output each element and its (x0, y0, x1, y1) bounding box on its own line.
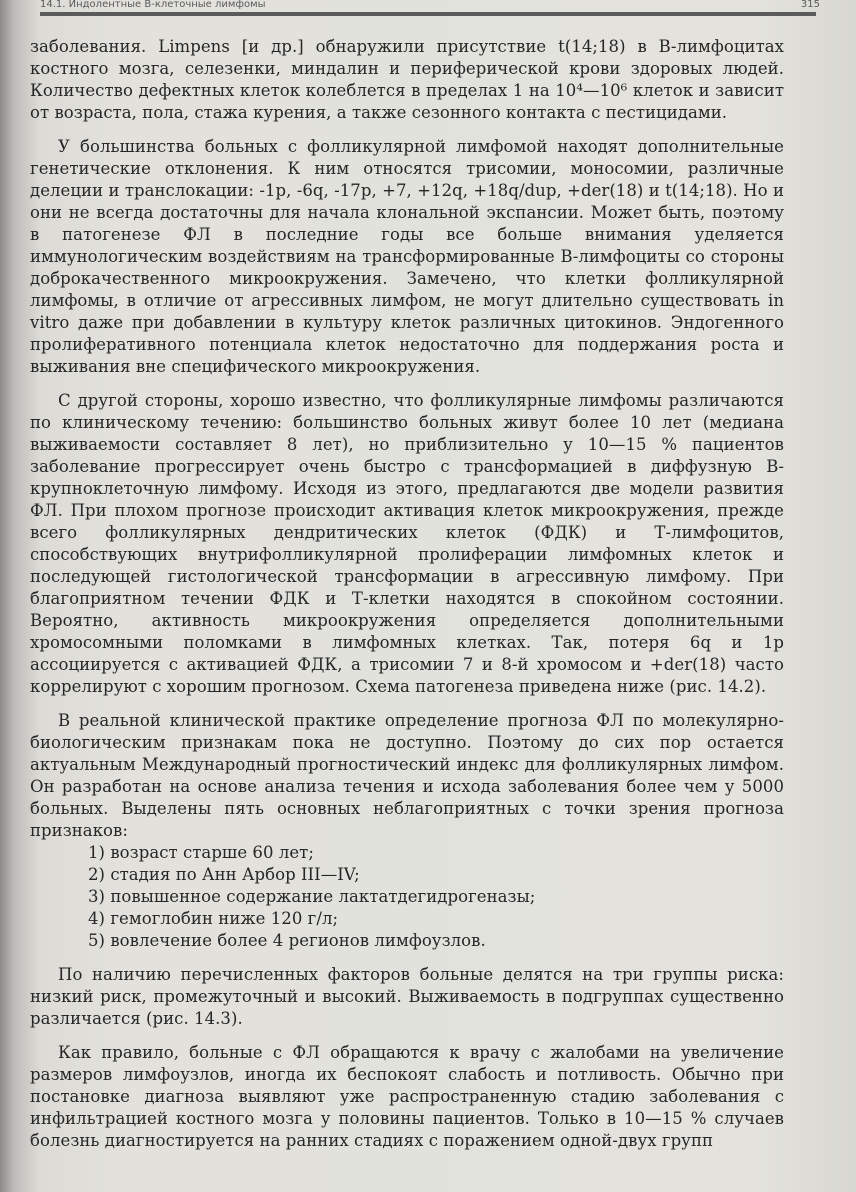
list-item: 1) возраст старше 60 лет; (88, 843, 314, 862)
list-item: 2) стадия по Анн Арбор III—IV; (88, 865, 360, 884)
body-text (30, 36, 784, 1152)
running-head (40, 0, 820, 12)
list-item: 4) гемоглобин ниже 120 г/л; (88, 909, 339, 928)
paragraph: В реальной клинической практике определение прогноза ФЛ по молекулярно-биологическим признакам пока не доступно. Поэтому до сих пор остается актуальным Международный прогностический индекс для фолликулярных лимфом. Он разработан на основе анализа течения и исхода заболевания более чем у 5000 больных. Выделены пять основных неблагоприятных с точки зрения прогноза признаков: (30, 711, 784, 840)
running-head-title: 14.1. Индолентные В-клеточные лимфомы (40, 0, 266, 10)
paragraph: Как правило, больные с ФЛ обращаются к врачу с жалобами на увеличение размеров лимфоузлов, иногда их беспокоят слабость и потливость. Обычно при постановке диагноза выявляют уже распространенную стадию заболевания с инфильтрацией костного мозга у половины пациентов. Только в 10—15 % случаев болезнь диагностируется на ранних стадиях с поражением одной-двух групп (30, 1043, 784, 1150)
page-number: 315 (800, 0, 820, 10)
paragraph: заболевания. Limpens [и др.] обнаружили присутствие t(14;18) в В-лимфоцитах костного мозга, селезенки, миндалин и периферической крови здоровых людей. Количество дефектных клеток колеблется в пределах 1 на 10⁴—10⁶ клеток и зависит от возраста, пола, стажа курения, а также сезонного контакта с пестицидами. (30, 37, 784, 122)
list-item: 3) повышенное содержание лактатдегидрогеназы; (88, 887, 536, 906)
list-item: 5) вовлечение более 4 регионов лимфоузлов. (88, 931, 486, 950)
paragraph: С другой стороны, хорошо известно, что фолликулярные лимфомы различаются по клиническому течению: большинство больных живут более 10 лет (медиана выживаемости составляет 8 лет), но приблизительно у 10—15 % пациентов заболевание прогрессирует очень быстро с трансформацией в диффузную В-крупноклеточную лимфому. Исходя из этого, предлагаются две модели развития ФЛ. При плохом прогнозе происходит активация клеток микроокружения, прежде всего фолликулярных дендритических клеток (ФДК) и Т-лимфоцитов, способствующих внутрифолликулярной пролиферации лимфомных клеток и последующей гистологической трансформации в агрессивную лимфому. При благоприятном течении ФДК и Т-клетки находятся в спокойном состоянии. Вероятно, активность микроокружения определяется дополнительными хромосомными поломками в лимфомных клетках. Так, потеря 6q и 1p ассоциируется с активацией ФДК, а трисомии 7 и 8-й хромосом и +der(18) часто коррелируют с хорошим прогнозом. Схема патогенеза приведена ниже (рис. 14.2). (30, 391, 784, 696)
paragraph: По наличию перечисленных факторов больные делятся на три группы риска: низкий риск, промежуточный и высокий. Выживаемость в подгруппах существенно различается (рис. 14.3). (30, 965, 784, 1028)
risk-factor-list (30, 842, 784, 952)
header-rule (40, 12, 816, 16)
paragraph: У большинства больных с фолликулярной лимфомой находят дополнительные генетические отклонения. К ним относятся трисомии, моносомии, различные делеции и транслокации: -1p, -6q, -17p, +7, +12q, +18q/dup, +der(18) и t(14;18). Но и они не всегда достаточны для начала клональной экспансии. Может быть, поэтому в патогенезе ФЛ в последние годы все больше внимания уделяется иммунологическим воздействиям на трансформированные В-лимфоциты со стороны доброкачественного микроокружения. Замечено, что клетки фолликулярной лимфомы, в отличие от агрессивных лимфом, не могут длительно существовать in vitro даже при добавлении в культуру клеток различных цитокинов. Эндогенного пролиферативного потенциала клеток недостаточно для поддержания роста и выживания вне специфического микроокружения. (30, 137, 784, 376)
